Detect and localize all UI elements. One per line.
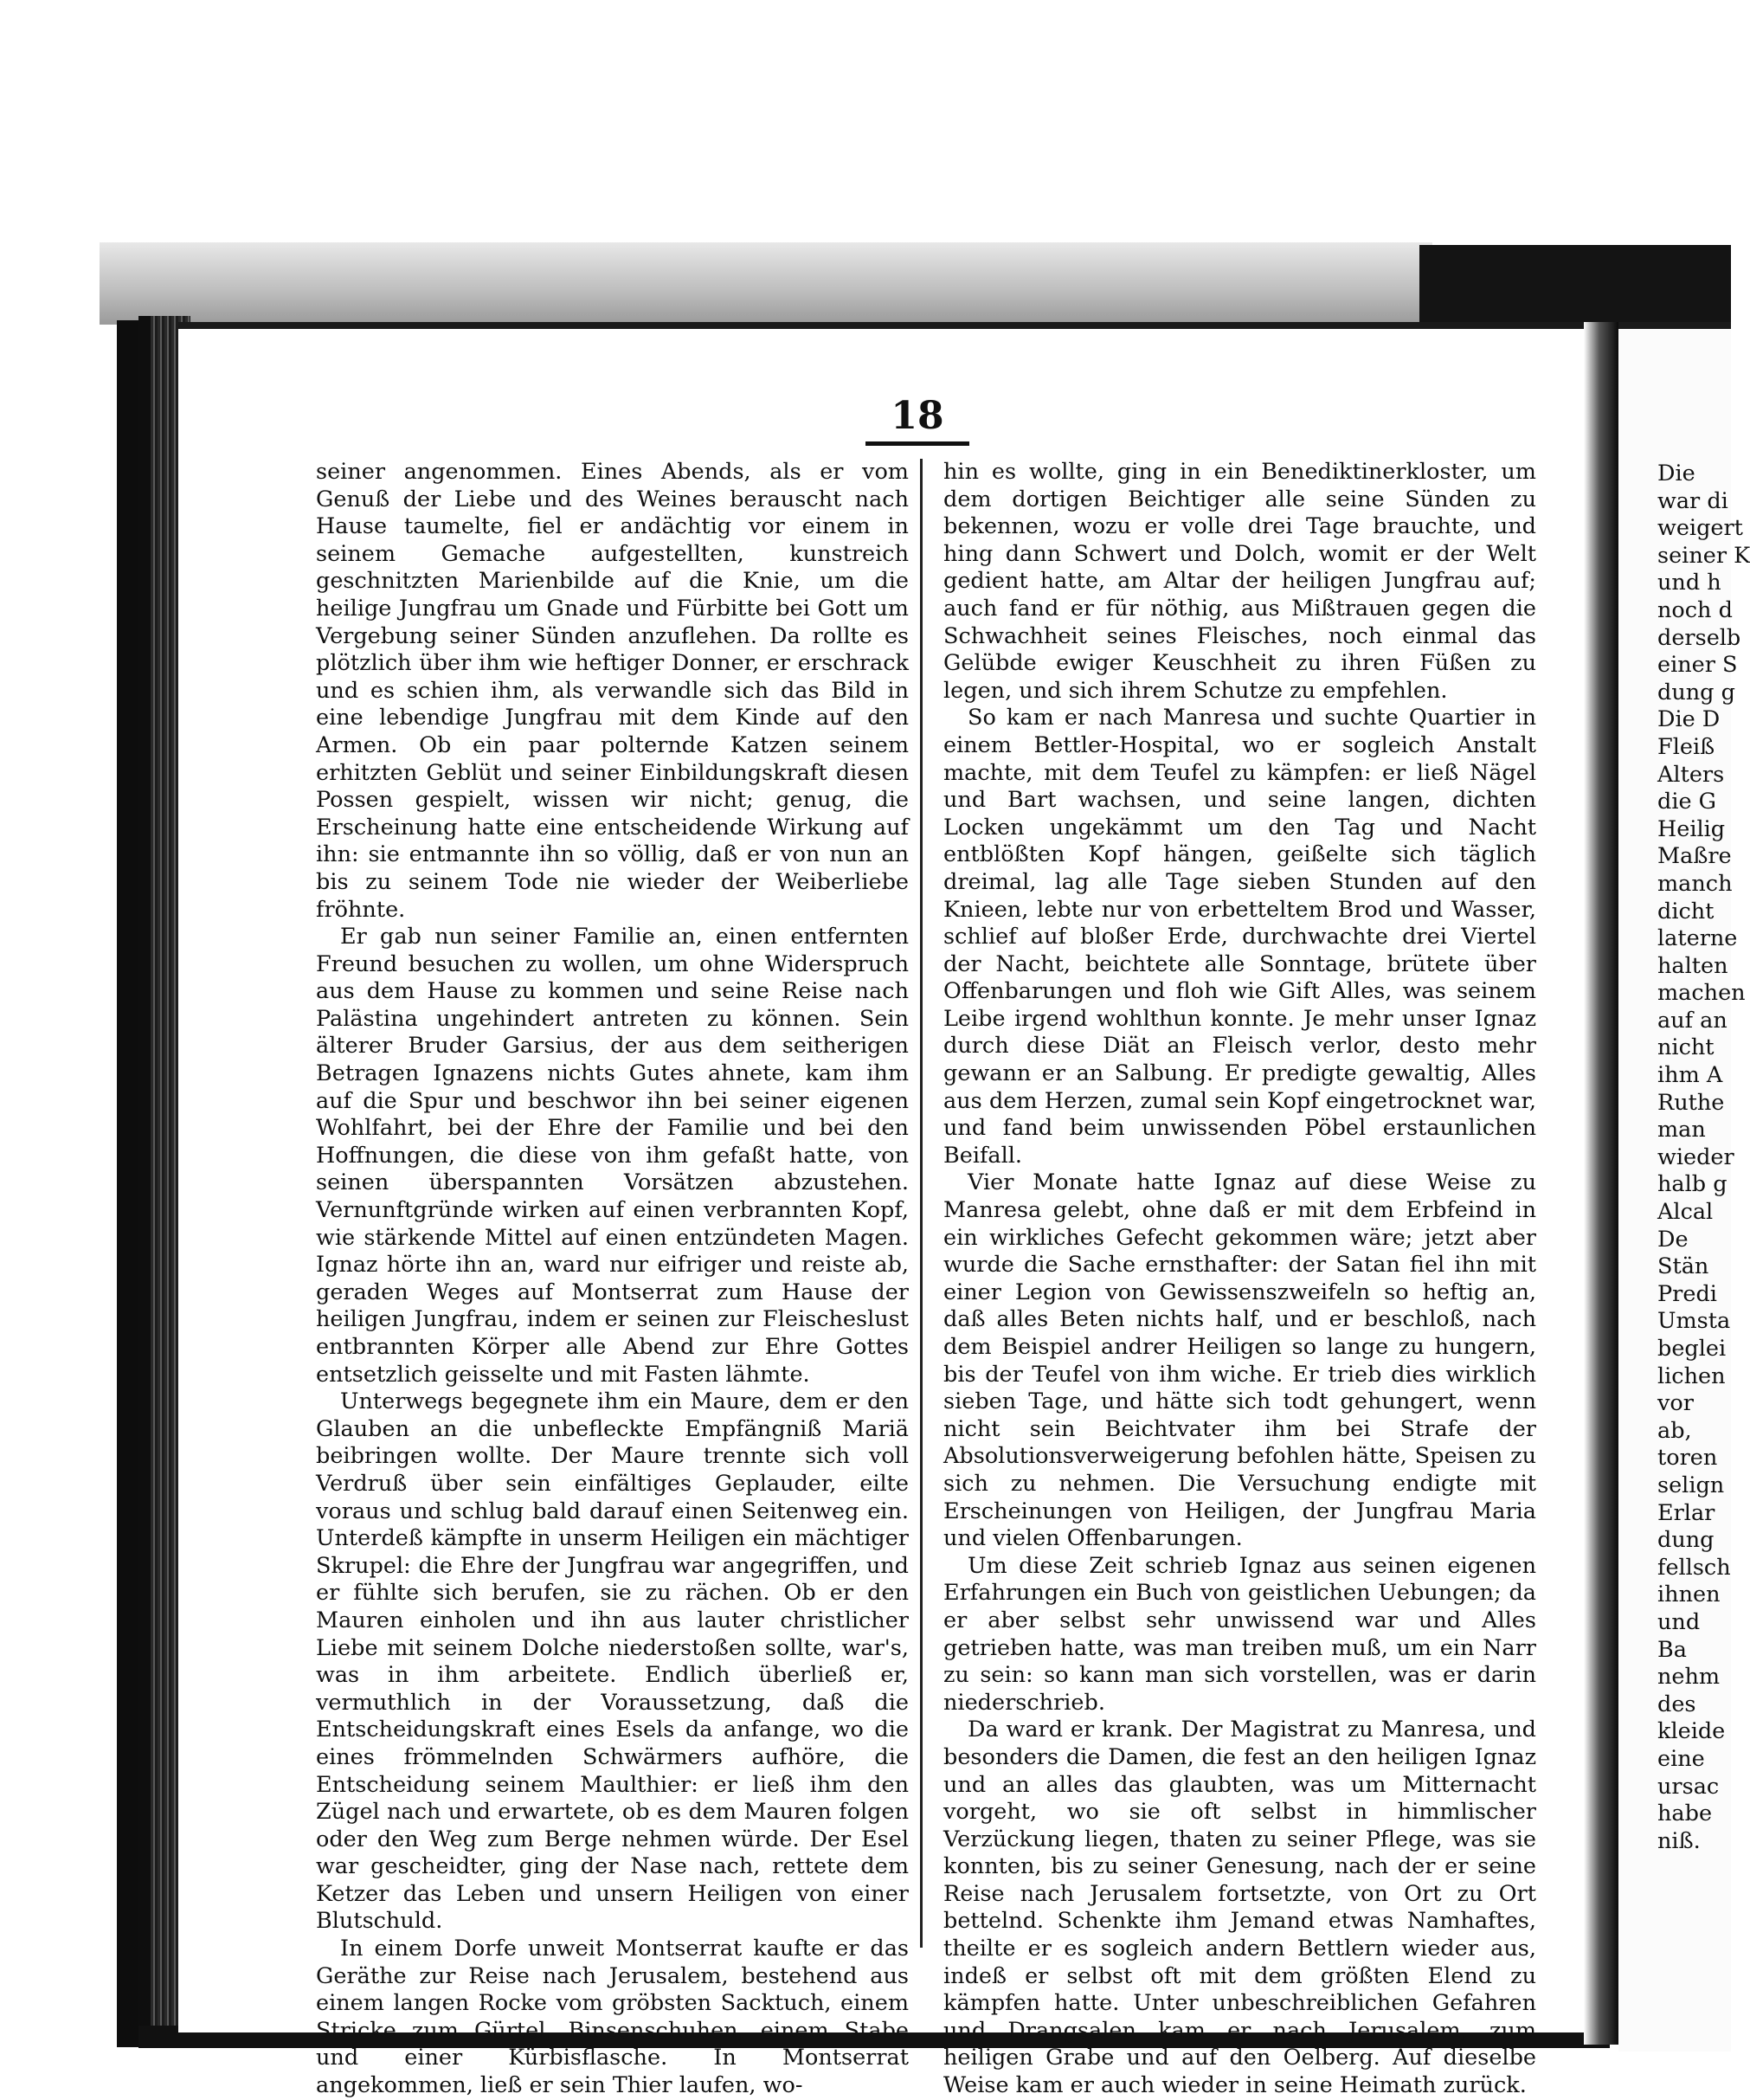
- facing-page-line: dicht: [1657, 898, 1715, 924]
- facing-page-line: Fleiß: [1657, 733, 1715, 760]
- paragraph: Da ward er krank. Der Magistrat zu Manresa, und besonders die Damen, die fest an den heiligen Ignaz und an alles das glaubten, was um Mitternacht vorgeht, wo sie oft selbst in himmlischer Verzückung liegen, thaten zu seiner Pflege, was sie konnten, bis zu seiner Genesung, nach der er seine Reise nach Jerusalem fortsetzte, von Ort zu Ort bettelnd. Schenkte ihm Jemand etwas Namhaftes, theilte er es sogleich andern Bettlern wieder aus, indeß er selbst oft mit dem größten Elend zu kämpfen hatte. Unter unbeschreiblichen Gefahren und Drangsalen kam er nach Jerusalem, zum heiligen Grabe und auf den Oelberg. Auf dieselbe Weise kam er auch wieder in seine Heimath zurück.: [943, 1717, 1536, 2099]
- facing-page-line: man: [1657, 1117, 1706, 1143]
- facing-page-line: seiner K: [1657, 542, 1750, 569]
- facing-page-line: auf an: [1657, 1007, 1727, 1034]
- facing-page-line: Die D: [1657, 706, 1721, 733]
- facing-page-line: Alters: [1657, 761, 1725, 788]
- facing-page-line: Alcal: [1657, 1199, 1714, 1226]
- facing-page-line: habe: [1657, 1800, 1713, 1827]
- facing-page-line: und h: [1657, 570, 1721, 596]
- facing-page-line: einer S: [1657, 652, 1738, 679]
- facing-page-line: die G: [1657, 789, 1717, 815]
- facing-page-line: ursac: [1657, 1773, 1720, 1800]
- facing-page-line: niß.: [1657, 1827, 1701, 1854]
- facing-page-line: Umsta: [1657, 1308, 1731, 1335]
- facing-page-line: derselb: [1657, 624, 1741, 651]
- facing-page-line: war di: [1657, 487, 1728, 514]
- facing-page-line: weigert: [1657, 515, 1743, 542]
- facing-page-line: halten: [1657, 952, 1728, 979]
- paragraph: Vier Monate hatte Ignaz auf diese Weise zu Manresa gelebt, ohne daß er mit dem Erbfeind in ein wirkliches Gefecht gekommen wäre; jetzt aber wurde die Sache ernsthafter: der Satan fiel ihn mit einer Legion von Gewissenszweifeln so heftig an, daß alles Beten nichts half, und er beschloß, nach dem Beispiel andrer Heiligen so lange zu hungern, bis der Teufel von ihm wiche. Er trieb dies wirklich sieben Tage, und hätte sich todt gehungert, wenn nicht sein Beichtvater ihm bei Strafe der Absolutionsverweigerung befohlen hätte, Speisen zu sich zu nehmen. Die Versuchung endigte mit Erscheinungen von Heiligen, der Jungfrau Maria und vielen Offenbarungen.: [943, 1169, 1536, 1552]
- facing-page-line: Die: [1657, 461, 1695, 486]
- facing-page-line: nehm: [1657, 1664, 1721, 1691]
- facing-page-line: Erlar: [1657, 1499, 1715, 1526]
- facing-page-line: machen: [1657, 980, 1746, 1007]
- facing-page-line: laterne: [1657, 925, 1738, 952]
- facing-page-line: De: [1657, 1226, 1689, 1253]
- left-text-column: [316, 459, 909, 2100]
- facing-page-line: fellsch: [1657, 1554, 1731, 1581]
- facing-page-line: und: [1657, 1608, 1701, 1635]
- facing-page-line: kleide: [1657, 1718, 1726, 1745]
- facing-page-line: ihnen: [1657, 1581, 1721, 1608]
- right-text-column: [943, 459, 1536, 2100]
- facing-page-line: Maßre: [1657, 843, 1732, 870]
- facing-page-line: selign: [1657, 1472, 1725, 1498]
- facing-page-text: [1657, 461, 1750, 1855]
- facing-page-line: vor: [1657, 1390, 1694, 1417]
- facing-page-line: Ba: [1657, 1636, 1687, 1663]
- facing-page-line: ihm A: [1657, 1062, 1723, 1089]
- facing-page-line: lichen: [1657, 1362, 1726, 1389]
- facing-page-line: Ruthe: [1657, 1089, 1725, 1116]
- book-gutter: [1584, 322, 1618, 2045]
- facing-page-line: wieder: [1657, 1143, 1734, 1170]
- facing-page-line: Predi: [1657, 1280, 1717, 1307]
- facing-page-line: dung g: [1657, 679, 1735, 705]
- facing-page-line: beglei: [1657, 1336, 1727, 1362]
- facing-page-line: nicht: [1657, 1034, 1715, 1061]
- paragraph: In einem Dorfe unweit Montserrat kaufte er das Geräthe zur Reise nach Jerusalem, bestehend aus einem langen Rocke vom gröbsten Sacktuch, einem Stricke zum Gürtel, Binsenschuhen, einem Stabe und einer Kürbisflasche. In Montserrat angekommen, ließ er sein Thier laufen, wo-: [316, 1936, 909, 2099]
- facing-page-line: halb g: [1657, 1171, 1727, 1198]
- scan-dark-corner: [1419, 245, 1731, 323]
- facing-page-line: eine: [1657, 1745, 1705, 1772]
- paragraph: So kam er nach Manresa und suchte Quartier in einem Bettler-Hospital, wo er sogleich Anstalt machte, mit dem Teufel zu kämpfen: er ließ Nägel und Bart wachsen, und seine langen, dichten Locken ungekämmt um den Tag und Nacht entblößten Kopf hängen, geißelte sich täglich dreimal, lag alle Tage sieben Stunden auf den Knieen, lebte nur von erbetteltem Brod und Wasser, schlief auf bloßer Erde, durchwachte drei Viertel der Nacht, beichtete alle Sonntage, brütete über Offenbarungen und floh wie Gift Alles, was seinem Leibe irgend wohlthun konnte. Je mehr unser Ignaz durch diese Diät an Fleisch verlor, desto mehr gewann er an Salbung. Er predigte gewaltig, Alles aus dem Herzen, zumal sein Kopf eingetrocknet war, und fand beim unwissenden Pöbel erstaunlichen Beifall.: [943, 705, 1536, 1169]
- column-divider: [920, 459, 923, 1948]
- facing-page-line: ab,: [1657, 1417, 1692, 1444]
- paragraph: Um diese Zeit schrieb Ignaz aus seinen eigenen Erfahrungen ein Buch von geistlichen Uebungen; da er aber selbst sehr unwissend war und Alles getrieben hatte, was man treiben muß, um ein Narr zu sein: so kann man sich vorstellen, was er darin niederschrieb.: [943, 1552, 1536, 1716]
- paragraph: seiner angenommen. Eines Abends, als er vom Genuß der Liebe und des Weines berauscht nach Hause taumelte, fiel er andächtig vor einem in seinem Gemache aufgestellten, kunstreich geschnitzten Marienbilde auf die Knie, um die heilige Jungfrau um Gnade und Fürbitte bei Gott um Vergebung seiner Sünden anzuflehen. Da rollte es plötzlich über ihm wie heftiger Donner, er erschrack und es schien ihm, als verwandle sich das Bild in eine lebendige Jungfrau mit dem Kinde auf den Armen. Ob ein paar polternde Katzen seinem erhitzten Geblüt und seiner Einbildungskraft diesen Possen gespielt, wissen wir nicht; genug, die Erscheinung hatte eine entscheidende Wirkung auf ihn: sie entmannte ihn so völlig, daß er von nun an bis zu seinem Tode nie wieder der Weiberliebe fröhnte.: [316, 459, 909, 923]
- page-number: 18: [865, 391, 969, 446]
- facing-page-line: manch: [1657, 870, 1733, 897]
- paragraph: hin es wollte, ging in ein Benediktinerkloster, um dem dortigen Beichtiger alle seine Sünden zu bekennen, wozu er volle drei Tage brauchte, und hing dann Schwert und Dolch, womit er der Welt gedient hatte, am Altar der heiligen Jungfrau auf; auch fand er für nöthig, aus Mißtrauen gegen die Schwachheit seines Fleisches, noch einmal das Gelübde ewiger Keuschheit zu ihren Füßen zu legen, und sich ihrem Schutze zu empfehlen.: [943, 459, 1536, 704]
- facing-page-line: Stän: [1657, 1253, 1709, 1280]
- paragraph: Unterwegs begegnete ihm ein Maure, dem er den Glauben an die unbefleckte Empfängniß Mariä beibringen wollte. Der Maure trennte sich voll Verdruß über sein einfältiges Geplauder, eilte voraus und schlug bald darauf einen Seitenweg ein. Unterdeß kämpfte in unserm Heiligen ein mächtiger Skrupel: die Ehre der Jungfrau war angegriffen, und er fühlte sich berufen, sie zu rächen. Ob er den Mauren einholen und ihn aus lauter christlicher Liebe mit seinem Dolche niederstoßen sollte, war's, was in ihm arbeitete. Endlich überließ er, vermuthlich in der Voraussetzung, daß die Entscheidungskraft eines Esels da anfange, wo die eines frömmelnden Schwärmers aufhöre, die Entscheidung seinem Maulthier: er ließ ihm den Zügel nach und erwartete, ob es dem Mauren folgen oder den Weg zum Berge nehmen würde. Der Esel war gescheidter, ging der Nase nach, rettete dem Ketzer das Leben und unsern Heiligen von einer Blutschuld.: [316, 1388, 909, 1935]
- facing-page-line: Heilig: [1657, 815, 1726, 842]
- facing-page-line: dung: [1657, 1527, 1715, 1554]
- facing-page-line: toren: [1657, 1445, 1718, 1472]
- facing-page-line: noch d: [1657, 596, 1733, 623]
- facing-page-line: des: [1657, 1691, 1696, 1717]
- scan-background-top: [100, 242, 1432, 325]
- paragraph: Er gab nun seiner Familie an, einen entfernten Freund besuchen zu wollen, um ohne Widerspruch aus dem Hause zu kommen und seine Reise nach Palästina ungehindert antreten zu können. Sein älterer Bruder Garsius, der aus dem seitherigen Betragen Ignazens nichts Gutes ahnete, kam ihm auf die Spur und beschwor ihn bei seiner eigenen Wohlfahrt, bei der Ehre der Familie und bei den Hoffnungen, die diese von ihm gefaßt hatte, von seinen überspannten Vorsätzen abzustehen. Vernunftgründe wirken auf einen verbrannten Kopf, wie stärkende Mittel auf einen entzündeten Magen. Ignaz hörte ihn an, ward nur eifriger und reiste ab, geraden Weges auf Montserrat zum Hause der heiligen Jungfrau, indem er seinen zur Fleischeslust entbrannten Körper alle Abend zur Ehre Gottes entsetzlich geisselte und mit Fasten lähmte.: [316, 924, 909, 1388]
